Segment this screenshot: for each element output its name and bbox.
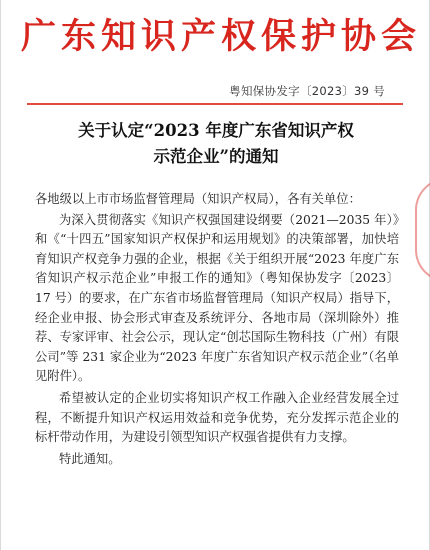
- salutation: 各地级以上市市场监督管理局（知识产权局），各有关单位：: [35, 192, 361, 206]
- red-divider-rule: [27, 103, 403, 105]
- title-line-2: 示范企业”的通知: [153, 147, 279, 166]
- document-number: 粤知保协发字〔2023〕39 号: [229, 84, 385, 98]
- document-title: [1, 118, 430, 170]
- closing-line: 特此通知。: [59, 451, 121, 466]
- title-line-1: 关于认定“2023 年度广东省知识产权: [78, 121, 354, 140]
- paragraph-1: 为深入贯彻落实《知识产权强国建设纲要（2021—2035 年）》和《“十四五”国家知识产权保护和运用规划》的决策部署，加快培育知识产权竞争力强的企业，根据《关于组织开展“2023 年度广东省知识产权示范企业”申报工作的通知》（粤知保协发字〔2023〕17 号）的要求，在广东省市场监督管理局（知识产权局）指导下，经企业申报、协会形式审查及系统评分、各地市局（深圳除外）推荐、专家评审、社会公示，现认定“创芯国际生物科技（广州）有限公司”等 231 家企业为“2023 年度广东省知识产权示范企业”（名单见附件）。: [35, 212, 399, 384]
- paragraph-2: 希望被认定的企业切实将知识产权工作融入企业经营发展全过程，不断提升知识产权运用效益和竞争优势，充分发挥示范企业的标杆带动作用，为建设引领型知识产权强省提供有力支撑。: [35, 390, 399, 445]
- partial-seal-stamp: [415, 178, 430, 282]
- organization-header: 广东知识产权保护协会: [21, 16, 422, 57]
- document-body: [35, 190, 399, 469]
